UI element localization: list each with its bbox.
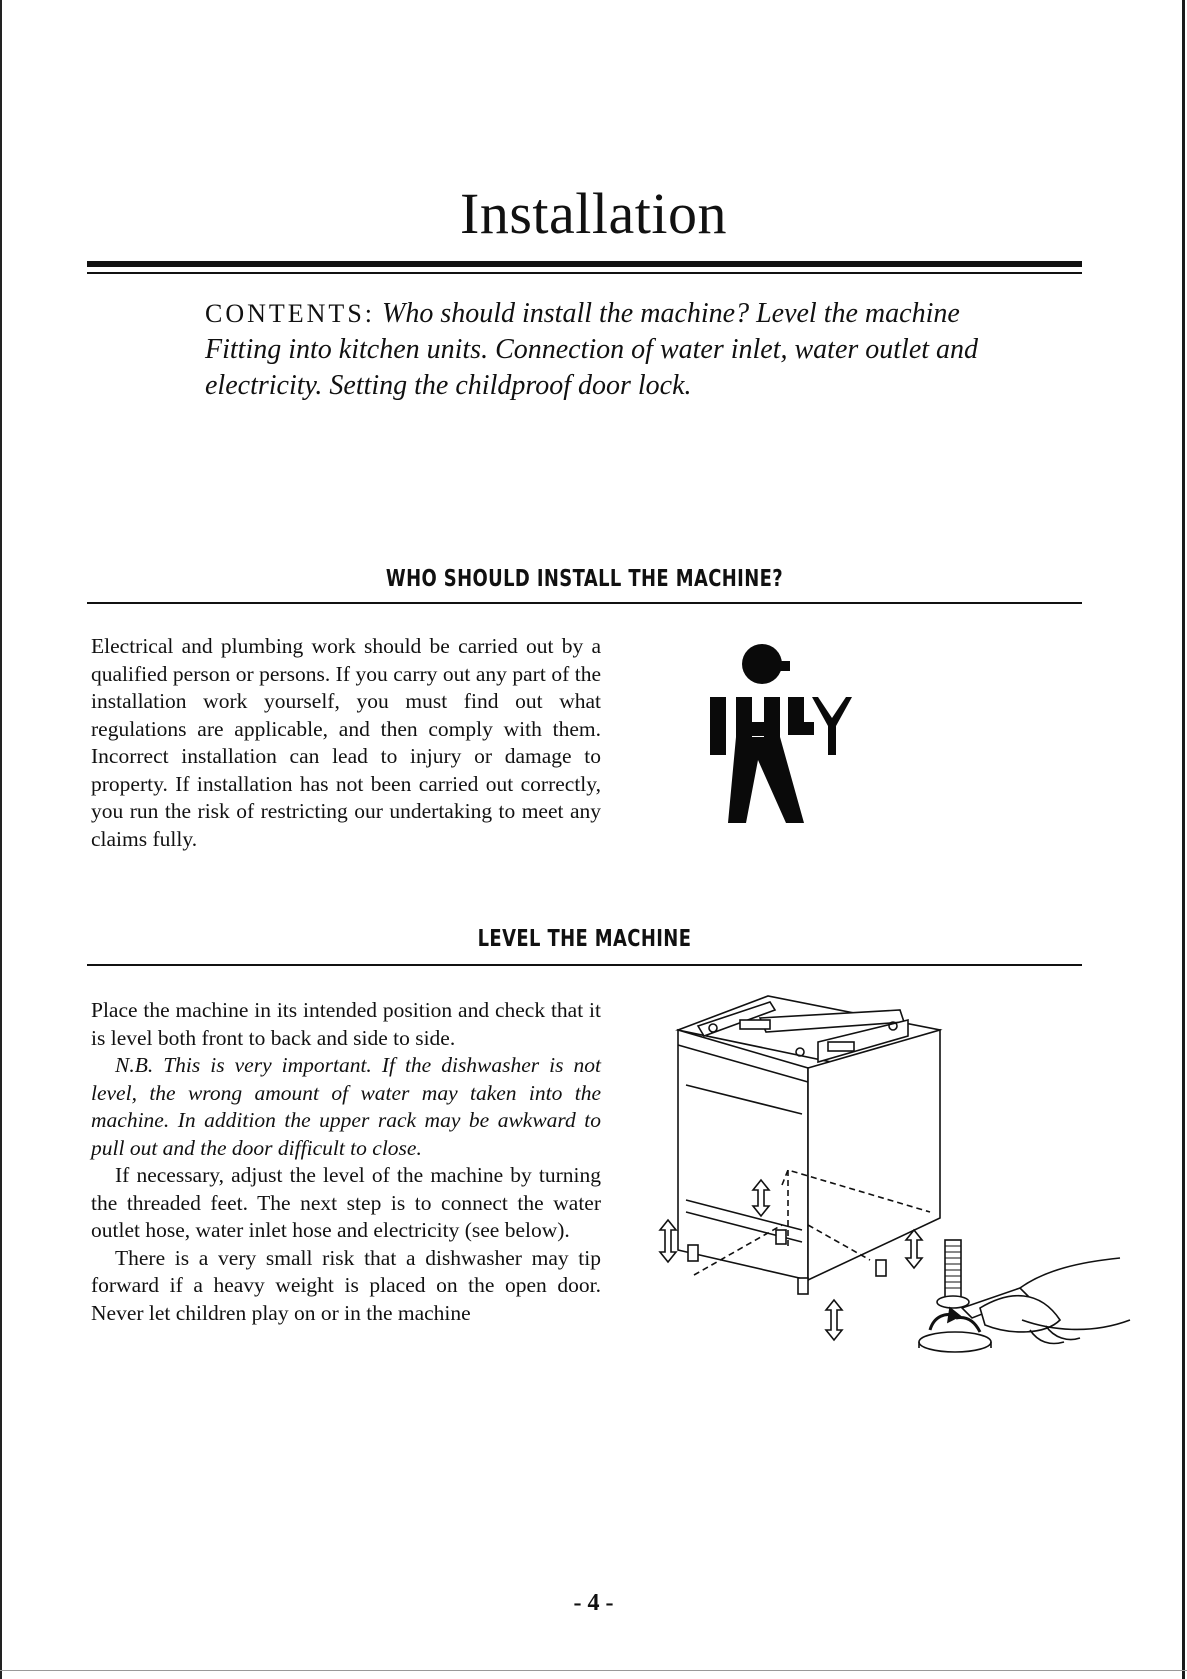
section-rule-2 xyxy=(87,964,1082,966)
page-title: Installation xyxy=(460,181,727,246)
technician-icon xyxy=(708,640,858,825)
page-edge-bottom xyxy=(0,1670,1187,1671)
page-number: - 4 - xyxy=(573,1590,614,1616)
section2-paragraph-nb: N.B. This is very important. If the dishwasher is not level, the wrong amount of water may taken into the machine. In addition the upper rack may be awkward to pull out and the door difficult to close. xyxy=(91,1053,601,1160)
title-rule-thin xyxy=(87,272,1082,274)
section2-paragraph-3: If necessary, adjust the level of the machine by turning the threaded feet. The next step is to connect the water outlet hose, water inlet hose and electricity (see below). xyxy=(91,1163,601,1242)
page-edge-right xyxy=(1182,0,1185,1679)
section-heading-level-machine: LEVEL THE MACHINE xyxy=(477,926,692,952)
contents-text: Who should install the machine? Level the machine Fitting into kitchen units. Connection of water inlet, water outlet and electricity. Setting the childproof door lock. xyxy=(205,298,979,401)
section1-paragraph: Electrical and plumbing work should be carried out by a qualified person or persons. If you carry out any part of the installation work yourself, you must find out what regulations are applicable, and then comply with them. Incorrect installation can lead to injury or damage to property. If installation has not been carried out correctly, you run the risk of restricting our undertaking to meet any claims fully. xyxy=(91,634,601,851)
title-rule-thick xyxy=(87,261,1082,267)
section2-paragraph-1: Place the machine in its intended position and check that it is level both front to back and side to side. xyxy=(91,998,601,1050)
section2-body xyxy=(91,997,601,1327)
section1-body xyxy=(91,633,601,853)
contents-label: CONTENTS: xyxy=(205,299,375,328)
section-heading-who-should-install: WHO SHOULD INSTALL THE MACHINE? xyxy=(385,566,784,592)
dishwasher-leveling-illustration xyxy=(650,990,1140,1370)
page-edge-left xyxy=(0,0,2,1679)
section-rule-1 xyxy=(87,602,1082,604)
contents-summary xyxy=(205,296,1005,404)
section2-paragraph-4: There is a very small risk that a dishwasher may tip forward if a heavy weight is placed on the open door. Never let children play on or in the machine xyxy=(91,1245,601,1325)
